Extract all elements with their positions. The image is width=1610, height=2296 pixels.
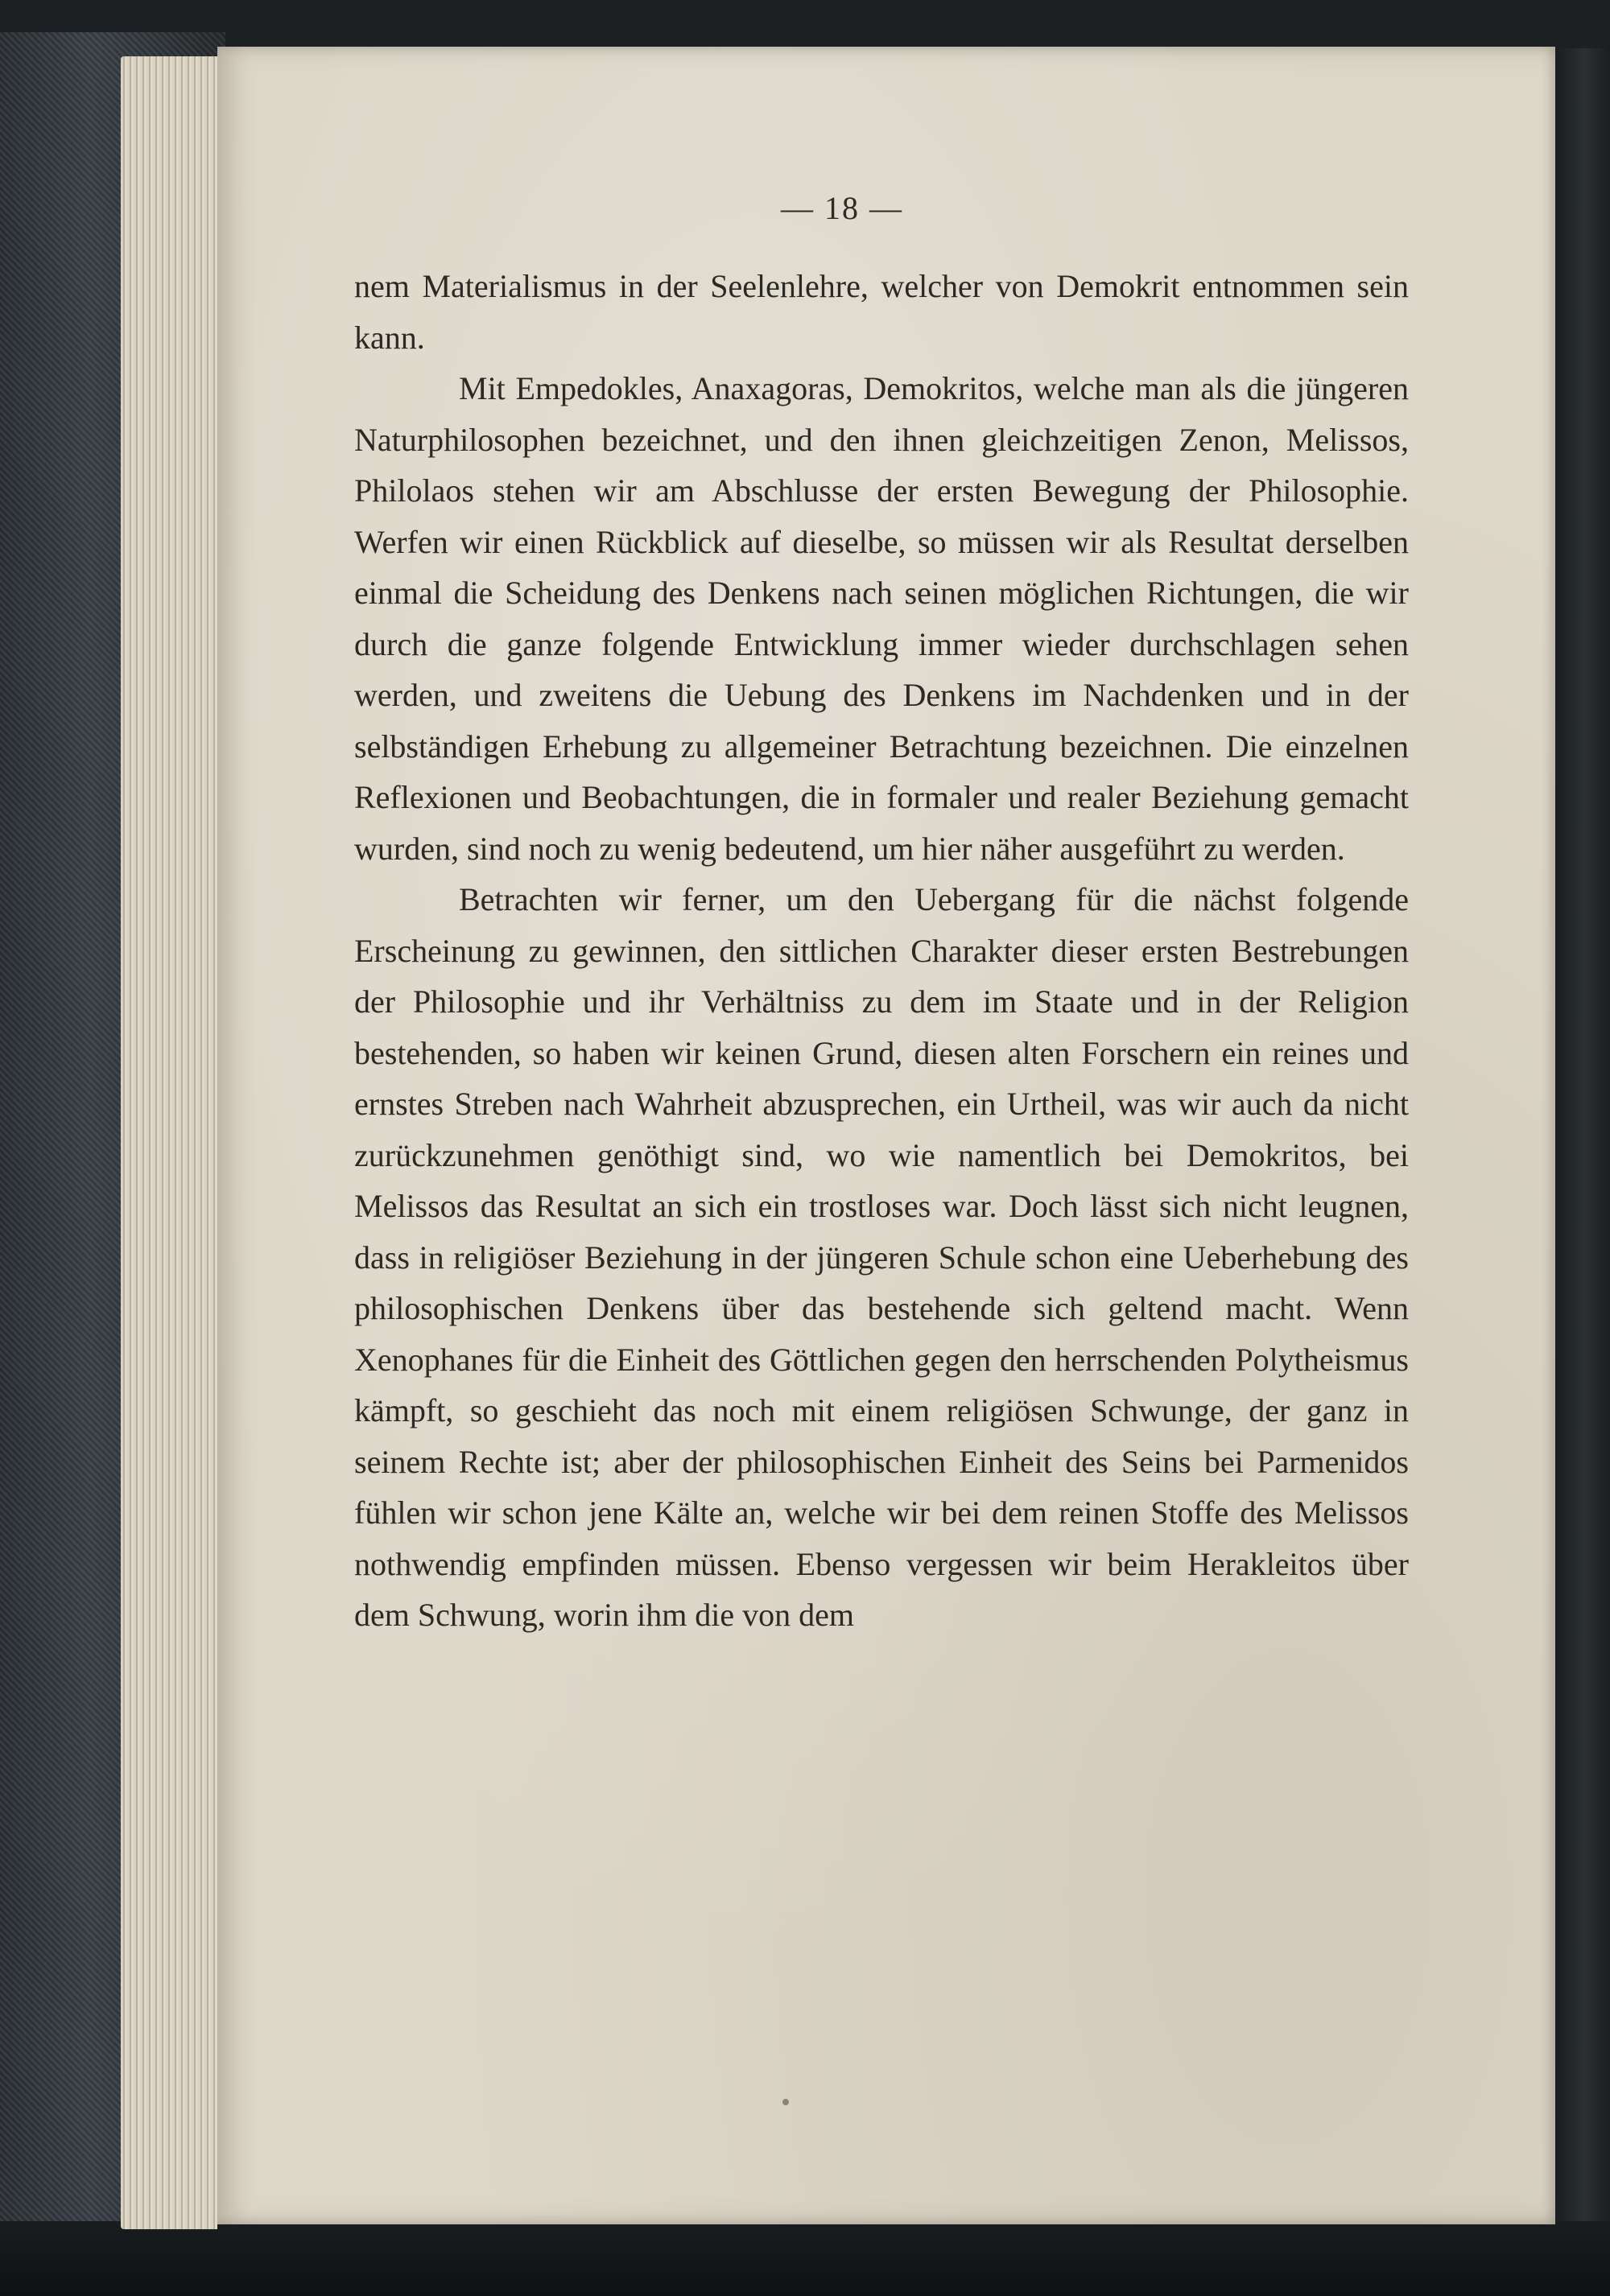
ink-speck — [782, 2099, 789, 2105]
body-text — [354, 261, 1409, 1641]
paragraph-2: Mit Empedokles, Anaxagoras, Demokritos, welche man als die jüngeren Naturphilosophen bezeichnet, und den ihnen gleichzeitigen Zenon, Melissos, Philolaos stehen wir am Abschlusse der ersten Bewegung der Philosophie. Werfen wir einen Rückblick auf dieselbe, so müssen wir als Resultat derselben einmal die Scheidung des Denkens nach seinen möglichen Richtungen, die wir durch die ganze folgende Entwicklung immer wieder durchschlagen sehen werden, und zweitens die Uebung des Denkens im Nachdenken und in der selbständigen Erhebung zu allgemeiner Betrachtung bezeichnen. Die einzelnen Reflexionen und Beobachtungen, die in formaler und realer Beziehung gemacht wurden, sind noch zu wenig bedeutend, um hier näher ausgeführt zu werden. — [354, 370, 1409, 867]
book-cover-right — [1546, 48, 1610, 2261]
page-stack-edge — [121, 56, 217, 2229]
paragraph-3: Betrachten wir ferner, um den Uebergang für die nächst folgende Erscheinung zu gewinnen, den sittlichen Charakter dieser ersten Bestrebungen der Philosophie und ihr Verhältniss zu dem im Staate und in der Religion bestehenden, so haben wir keinen Grund, diesen alten Forschern ein reines und ernstes Streben nach Wahrheit abzusprechen, ein Urtheil, was wir auch da nicht zurückzunehmen genöthigt sind, wo wie namentlich bei Demokritos, bei Melissos das Resultat an sich ein trostloses war. Doch lässt sich nicht leugnen, dass in religiöser Beziehung in der jüngeren Schule schon eine Ueberhebung des philosophischen Denkens über das bestehende sich geltend macht. Wenn Xenophanes für die Einheit des Göttlichen gegen den herrschenden Polytheismus kämpft, so geschieht das noch mit einem religiösen Schwunge, der ganz in seinem Rechte ist; aber der philosophischen Einheit des Seins bei Parmenidos fühlen wir schon jene Kälte an, welche wir bei dem reinen Stoffe des Melissos nothwendig empfinden müssen. Ebenso vergessen wir beim Herakleitos über dem Schwung, worin ihm die von dem — [354, 881, 1409, 1633]
page-number: — 18 — — [781, 190, 903, 226]
book-binding-bottom — [0, 2221, 1610, 2296]
paragraph-1: nem Materialismus in der Seelenlehre, welcher von Demokrit entnommen sein kann. — [354, 268, 1409, 356]
